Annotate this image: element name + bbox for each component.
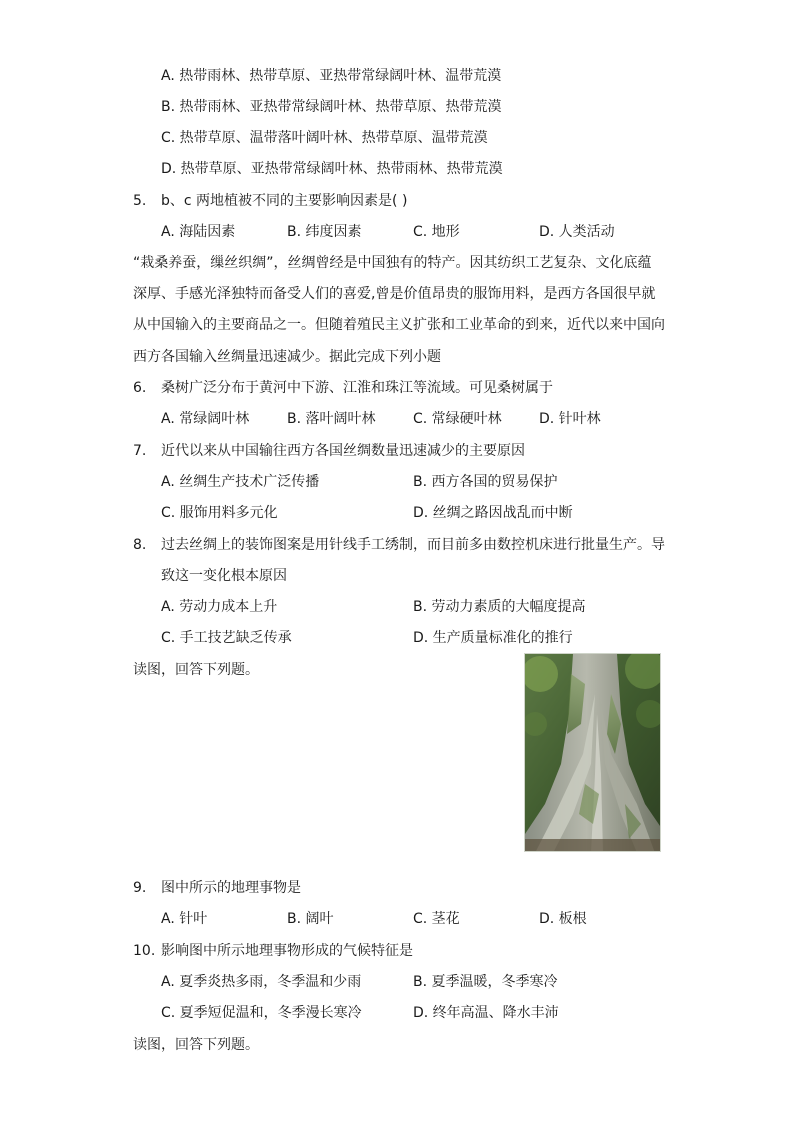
q5-option-c[interactable]: C. 地形 — [413, 224, 460, 240]
q6-option-a[interactable]: A. 常绿阔叶林 — [161, 411, 250, 427]
q8-stem-line-2: 致这一变化根本原因 — [161, 568, 287, 584]
q9-option-d[interactable]: D. 板根 — [539, 911, 587, 927]
q7-option-c[interactable]: C. 服饰用料多元化 — [161, 505, 278, 521]
q9-option-a[interactable]: A. 针叶 — [161, 911, 208, 927]
q4-option-b[interactable]: B. 热带雨林、亚热带常绿阔叶林、热带草原、热带荒漠 — [161, 99, 502, 115]
q7-option-b[interactable]: B. 西方各国的贸易保护 — [413, 474, 558, 490]
q5-number: 5. — [133, 193, 147, 209]
q9-stem: 图中所示的地理事物是 — [161, 880, 301, 896]
q6-option-c[interactable]: C. 常绿硬叶林 — [413, 411, 502, 427]
q10-stem: 影响图中所示地理事物形成的气候特征是 — [161, 943, 413, 959]
q5-stem: b、c 两地植被不同的主要影响因素是( ) — [161, 193, 408, 209]
q10-option-c[interactable]: C. 夏季短促温和，冬季漫长寒冷 — [161, 1005, 362, 1021]
q5-option-a[interactable]: A. 海陆因素 — [161, 224, 236, 240]
q10-number: 10. — [133, 943, 156, 959]
buttress-root-photo — [524, 653, 661, 852]
passage-line-2: 深厚、手感光泽独特而备受人们的喜爱,曾是价值昂贵的服饰用料，是西方各国很早就 — [133, 286, 656, 302]
q4-option-d[interactable]: D. 热带草原、亚热带常绿阔叶林、热带雨林、热带荒漠 — [161, 161, 503, 177]
passage-line-4: 西方各国输入丝绸量迅速减少。据此完成下列小题 — [133, 349, 441, 365]
q7-number: 7. — [133, 443, 147, 459]
q6-stem: 桑树广泛分布于黄河中下游、江淮和珠江等流域。可见桑树属于 — [161, 380, 553, 396]
read-figure-prompt: 读图，回答下列题。 — [133, 662, 259, 678]
q6-option-b[interactable]: B. 落叶阔叶林 — [287, 411, 376, 427]
q8-option-d[interactable]: D. 生产质量标准化的推行 — [413, 630, 573, 646]
q7-option-d[interactable]: D. 丝绸之路因战乱而中断 — [413, 505, 573, 521]
q10-option-a[interactable]: A. 夏季炎热多雨，冬季温和少雨 — [161, 974, 362, 990]
q8-number: 8. — [133, 537, 147, 553]
q9-option-c[interactable]: C. 茎花 — [413, 911, 460, 927]
q5-option-d[interactable]: D. 人类活动 — [539, 224, 615, 240]
passage-line-1: “栽桑养蚕，缫丝织绸”，丝绸曾经是中国独有的特产。因其纺织工艺复杂、文化底蕴 — [133, 255, 652, 271]
q6-number: 6. — [133, 380, 147, 396]
q5-option-b[interactable]: B. 纬度因素 — [287, 224, 362, 240]
read-figure-prompt-2: 读图，回答下列题。 — [133, 1037, 259, 1053]
q8-stem-line-1: 过去丝绸上的装饰图案是用针线手工绣制，而目前多由数控机床进行批量生产。导 — [161, 537, 665, 553]
q4-option-a[interactable]: A. 热带雨林、热带草原、亚热带常绿阔叶林、温带荒漠 — [161, 68, 502, 84]
q4-option-c[interactable]: C. 热带草原、温带落叶阔叶林、热带草原、温带荒漠 — [161, 130, 488, 146]
q10-option-b[interactable]: B. 夏季温暖，冬季寒冷 — [413, 974, 558, 990]
q9-option-b[interactable]: B. 阔叶 — [287, 911, 334, 927]
q10-option-d[interactable]: D. 终年高温、降水丰沛 — [413, 1005, 559, 1021]
q8-option-c[interactable]: C. 手工技艺缺乏传承 — [161, 630, 292, 646]
q8-option-b[interactable]: B. 劳动力素质的大幅度提高 — [413, 599, 586, 615]
q7-option-a[interactable]: A. 丝绸生产技术广泛传播 — [161, 474, 320, 490]
q9-number: 9. — [133, 880, 147, 896]
q7-stem: 近代以来从中国输往西方各国丝绸数量迅速减少的主要原因 — [161, 443, 525, 459]
q6-option-d[interactable]: D. 针叶林 — [539, 411, 601, 427]
passage-line-3: 从中国输入的主要商品之一。但随着殖民主义扩张和工业革命的到来，近代以来中国向 — [133, 317, 665, 333]
q8-option-a[interactable]: A. 劳动力成本上升 — [161, 599, 278, 615]
